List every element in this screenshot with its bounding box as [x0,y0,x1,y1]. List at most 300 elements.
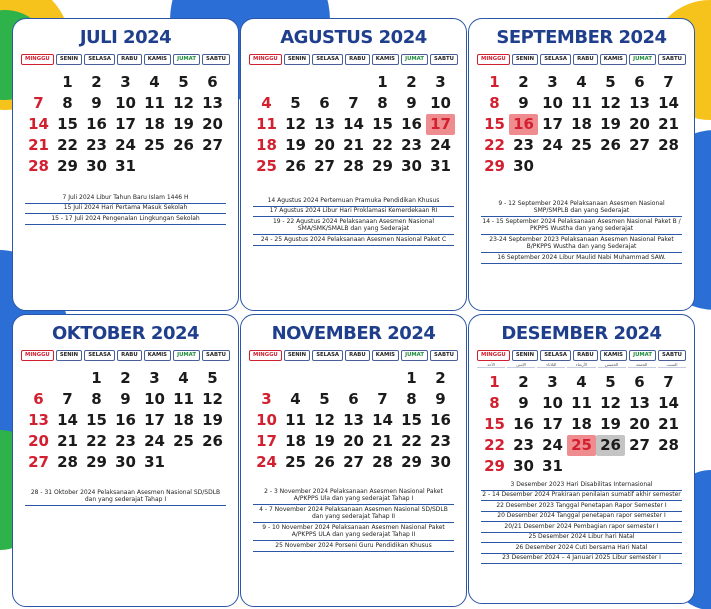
date-cell: 30 [513,157,534,175]
weekday-label: SELASA [540,54,571,65]
date-cell: 29 [484,457,505,475]
date-cell: 25 [285,453,306,471]
event-list [253,487,454,552]
date-cell: 23 [513,136,534,154]
date-cell: 30 [115,453,136,471]
month-title: SEPTEMBER 2024 [496,27,667,48]
date-cell: 11 [571,394,592,412]
weekday-label: SENIN [284,54,310,65]
event-item: 2 - 3 November 2024 Pelaksanaan Asesmen Nasional Paket A/PKPPS Ula dan yang sederajat Tahap I [253,487,454,505]
date-cell: 25 [567,435,596,456]
date-cell: 4 [290,390,301,408]
date-cell: 13 [629,94,650,112]
date-cell: 8 [489,394,500,412]
date-cell: 19 [285,136,306,154]
empty-cell [252,72,281,93]
weekday-label: MINGGU [249,350,282,361]
date-grid [469,372,694,477]
date-cell: 14 [343,115,364,133]
date-cell: 13 [629,394,650,412]
date-cell: 7 [663,73,674,91]
date-cell: 2 [406,73,417,91]
event-item: 15 - 17 Juli 2024 Pengenalan Lingkungan Sekolah [25,214,226,225]
weekday-label: SELASA [84,54,115,65]
weekday-label: JUMAT [173,350,200,361]
weekday-label: SENIN [284,350,310,361]
date-cell: 25 [571,136,592,154]
date-cell: 28 [372,453,393,471]
weekday-label: SELASA [312,350,343,361]
event-item: 20 Desember 2024 Tanggal penetapan rapor semester I [481,512,682,523]
weekday-label: SELASA [540,350,571,361]
date-cell: 28 [658,136,679,154]
date-cell: 22 [401,432,422,450]
event-item: 14 Agustus 2024 Pertemuan Pramuka Pendidikan Khusus [253,196,454,207]
date-cell: 14 [28,115,49,133]
date-cell: 31 [144,453,165,471]
date-cell: 18 [285,432,306,450]
weekday-label: JUMAT [629,54,656,65]
date-cell: 29 [401,453,422,471]
date-cell: 19 [600,115,621,133]
date-cell: 22 [86,432,107,450]
weekday-label: RABU [345,350,370,361]
date-cell: 28 [343,157,364,175]
date-cell: 16 [86,115,107,133]
date-cell: 3 [547,73,558,91]
event-item: 17 Agustus 2024 Libur Hari Proklamasi Kemerdekaan RI [253,207,454,218]
date-cell: 18 [173,411,194,429]
date-cell: 7 [62,390,73,408]
weekday-header [241,54,466,65]
weekday-label: KAMIS [600,350,627,361]
date-cell: 11 [571,94,592,112]
date-cell: 16 [430,411,451,429]
month-title: OKTOBER 2024 [51,323,200,344]
date-cell: 25 [173,432,194,450]
date-cell: 1 [489,373,500,391]
weekday-label: MINGGU [249,54,282,65]
date-cell: 5 [178,73,189,91]
date-cell: 10 [542,94,563,112]
date-cell: 6 [319,94,330,112]
date-cell: 18 [571,115,592,133]
date-cell: 20 [28,432,49,450]
date-cell: 25 [256,157,277,175]
date-cell: 27 [28,453,49,471]
date-cell: 3 [435,73,446,91]
weekday-label: JUMAT [173,54,200,65]
date-cell: 7 [33,94,44,112]
date-cell: 25 [144,136,165,154]
date-cell: 26 [600,136,621,154]
weekday-label: SABTU [658,54,686,65]
event-item: 2 - 14 Desember 2024 Prakiraan penilaian sumatif akhir semester [481,491,682,502]
date-cell: 31 [115,157,136,175]
date-cell: 21 [343,136,364,154]
date-cell: 11 [256,115,277,133]
weekday-label: MINGGU [21,350,54,361]
date-cell: 26 [202,432,223,450]
date-cell: 5 [319,390,330,408]
date-cell: 29 [57,157,78,175]
date-cell: 1 [91,369,102,387]
date-cell: 22 [484,436,505,454]
date-grid [13,368,238,473]
date-grid [469,72,694,177]
date-cell: 1 [489,73,500,91]
event-item: 3 Desember 2023 Hari Disabilitas Internasional [481,480,682,491]
date-cell: 28 [57,453,78,471]
date-cell: 23 [430,432,451,450]
date-cell: 18 [144,115,165,133]
date-cell: 21 [658,115,679,133]
date-cell: 20 [343,432,364,450]
month-title: NOVEMBER 2024 [271,323,436,344]
date-cell: 23 [513,436,534,454]
date-cell: 10 [115,94,136,112]
date-cell: 12 [600,94,621,112]
event-item: 7 Juli 2024 Libur Tahun Baru Islam 1446 H [25,193,226,204]
date-cell: 3 [149,369,160,387]
date-cell: 12 [202,390,223,408]
date-cell: 4 [178,369,189,387]
weekday-label: KAMIS [600,54,627,65]
weekday-label: MINGGU [477,54,510,65]
date-cell: 1 [62,73,73,91]
weekday-header [13,54,238,65]
date-cell: 26 [314,453,335,471]
weekday-label: SABTU [430,350,458,361]
date-cell: 15 [86,411,107,429]
weekday-header [469,350,694,361]
date-cell: 8 [62,94,73,112]
date-cell: 24 [144,432,165,450]
date-cell: 20 [629,415,650,433]
date-cell: 6 [634,373,645,391]
date-cell: 31 [430,157,451,175]
date-cell: 6 [33,390,44,408]
empty-cell [281,72,310,93]
event-list [481,199,682,264]
date-cell: 6 [207,73,218,91]
date-cell: 19 [202,411,223,429]
date-cell: 28 [28,157,49,175]
date-cell: 4 [149,73,160,91]
month-title: AGUSTUS 2024 [280,27,427,48]
date-cell: 7 [663,373,674,391]
date-cell: 2 [91,73,102,91]
date-cell: 9 [91,94,102,112]
date-cell: 16 [115,411,136,429]
date-cell: 27 [629,136,650,154]
weekday-label: KAMIS [144,350,171,361]
weekday-header [13,350,238,361]
date-cell: 16 [509,114,538,135]
date-cell: 14 [658,394,679,412]
date-cell: 12 [285,115,306,133]
date-cell: 3 [261,390,272,408]
date-cell: 23 [401,136,422,154]
date-cell: 20 [629,115,650,133]
event-list [25,193,226,225]
date-grid [241,72,466,177]
event-item: 25 November 2024 Porseni Guru Pendidikan Khusus [253,541,454,552]
date-cell: 10 [430,94,451,112]
date-cell: 17 [542,115,563,133]
weekday-label: SENIN [56,350,82,361]
event-item: 22 Desember 2023 Tanggal Penetapan Rapor Semester I [481,501,682,512]
date-cell: 21 [57,432,78,450]
date-cell: 11 [173,390,194,408]
weekday-label: JUMAT [401,350,428,361]
date-cell: 9 [406,94,417,112]
date-cell: 30 [513,457,534,475]
date-cell: 9 [518,94,529,112]
date-cell: 26 [285,157,306,175]
hijri-weekday-label: الثلاثاء [537,362,565,368]
weekday-label: JUMAT [401,54,428,65]
date-cell: 10 [144,390,165,408]
hijri-weekday-label: الإثنين [507,362,535,368]
event-item: 14 - 15 September 2024 Pelaksanaan Asesmen Nasional Paket B / PKPPS Wustha dan yang sederajat [481,217,682,235]
date-cell: 15 [484,115,505,133]
event-item: 4 - 7 November 2024 Pelaksanaan Asesmen Nasional SD/SDLB dan yang sederajat Tahap II [253,505,454,523]
date-cell: 13 [202,94,223,112]
date-cell: 13 [343,411,364,429]
weekday-label: SENIN [512,350,538,361]
date-cell: 17 [426,114,455,135]
event-item: 15 Juli 2024 Hari Pertama Masuk Sekolah [25,204,226,215]
date-cell: 28 [658,436,679,454]
date-cell: 21 [28,136,49,154]
hijri-weekday-label: الخميس [598,362,626,368]
date-cell: 29 [86,453,107,471]
date-cell: 24 [115,136,136,154]
date-cell: 24 [430,136,451,154]
weekday-label: JUMAT [629,350,656,361]
event-item: 23 Desember 2024 – 4 Januari 2025 Libur semester I [481,554,682,565]
weekday-header [241,350,466,361]
event-item: 24 - 25 Agustus 2024 Pelaksanaan Asesmen Nasional Paket C [253,235,454,246]
weekday-label: KAMIS [372,350,399,361]
date-cell: 7 [348,94,359,112]
hijri-weekday-label: الأربعاء [567,362,595,368]
date-cell: 5 [605,373,616,391]
date-cell: 14 [658,94,679,112]
month-card-november [240,314,467,607]
month-card-september [468,18,695,311]
date-cell: 15 [401,411,422,429]
empty-cell [252,368,281,389]
date-grid [13,72,238,177]
date-cell: 26 [596,435,625,456]
date-cell: 7 [377,390,388,408]
event-item: 23-24 September 2023 Pelaksanaan Asesmen Nasional Paket B/PKPPS Wustha dan yang Sederajat [481,235,682,253]
date-cell: 3 [120,73,131,91]
weekday-label: MINGGU [21,54,54,65]
date-cell: 10 [256,411,277,429]
date-cell: 2 [120,369,131,387]
month-card-october [12,314,239,607]
date-cell: 27 [343,453,364,471]
date-cell: 17 [144,411,165,429]
date-cell: 23 [115,432,136,450]
hijri-weekday-row [469,362,694,368]
date-cell: 24 [542,136,563,154]
date-cell: 5 [605,73,616,91]
date-cell: 12 [600,394,621,412]
date-cell: 1 [406,369,417,387]
empty-cell [53,368,82,389]
date-cell: 10 [542,394,563,412]
date-cell: 30 [401,157,422,175]
date-cell: 27 [629,436,650,454]
month-title: JULI 2024 [79,27,172,48]
empty-cell [310,72,339,93]
weekday-label: SABTU [430,54,458,65]
weekday-header [469,54,694,65]
date-cell: 19 [314,432,335,450]
empty-cell [339,72,368,93]
event-item: 9 - 10 November 2024 Pelaksanaan Asesmen Nasional Paket A/PKPPS ULA dan yang sederajat Tahap II [253,523,454,541]
date-cell: 24 [542,436,563,454]
empty-cell [281,368,310,389]
weekday-label: SABTU [202,54,230,65]
event-list [25,488,226,506]
date-cell: 14 [57,411,78,429]
date-cell: 17 [256,432,277,450]
month-card-december [468,314,695,604]
date-cell: 15 [484,415,505,433]
weekday-label: SELASA [84,350,115,361]
month-card-july [12,18,239,311]
month-card-august [240,18,467,311]
weekday-label: RABU [345,54,370,65]
date-cell: 8 [489,94,500,112]
date-cell: 18 [256,136,277,154]
weekday-label: RABU [117,54,142,65]
date-cell: 11 [285,411,306,429]
date-cell: 21 [372,432,393,450]
date-cell: 8 [91,390,102,408]
date-cell: 2 [518,73,529,91]
date-cell: 26 [173,136,194,154]
date-cell: 31 [542,457,563,475]
date-cell: 8 [377,94,388,112]
event-item: 20/21 Desember 2024 Pembagian rapor semester I [481,522,682,533]
date-cell: 20 [314,136,335,154]
date-cell: 5 [207,369,218,387]
empty-cell [24,72,53,93]
event-item: 25 Desember 2024 Libur hari Natal [481,533,682,544]
date-cell: 6 [348,390,359,408]
date-cell: 5 [290,94,301,112]
hijri-weekday-label: الأحد [477,362,505,368]
date-grid [241,368,466,473]
date-cell: 17 [542,415,563,433]
event-item: 19 - 22 Agustus 2024 Pelaksanaan Asesmen Nasional SMA/SMK/SMALB dan yang Sederajat [253,217,454,235]
empty-cell [24,368,53,389]
date-cell: 12 [173,94,194,112]
date-cell: 1 [377,73,388,91]
date-cell: 4 [576,73,587,91]
date-cell: 22 [57,136,78,154]
date-cell: 4 [261,94,272,112]
date-cell: 11 [144,94,165,112]
weekday-label: SELASA [312,54,343,65]
date-cell: 4 [576,373,587,391]
event-item: 16 September 2024 Libur Maulid Nabi Muhammad SAW. [481,253,682,264]
weekday-label: KAMIS [144,54,171,65]
date-cell: 13 [28,411,49,429]
date-cell: 3 [547,373,558,391]
hijri-weekday-label: السبت [658,362,686,368]
date-cell: 12 [314,411,335,429]
weekday-label: KAMIS [372,54,399,65]
date-cell: 30 [86,157,107,175]
hijri-weekday-label: الجمعة [628,362,656,368]
date-cell: 21 [658,415,679,433]
weekday-label: SABTU [202,350,230,361]
date-cell: 19 [600,415,621,433]
date-cell: 22 [372,136,393,154]
date-cell: 16 [513,415,534,433]
empty-cell [310,368,339,389]
event-list [253,196,454,246]
event-item: 28 - 31 Oktober 2024 Pelaksanaan Asesmen Nasional SD/SDLB dan yang sederajat Tahap I [25,488,226,506]
date-cell: 18 [571,415,592,433]
event-item: 9 - 12 September 2024 Pelaksanaan Asesmen Nasional SMP/SMPLB dan yang Sederajat [481,199,682,217]
date-cell: 2 [518,373,529,391]
empty-cell [339,368,368,389]
event-item: 26 Desember 2024 Cuti bersama Hari Natal [481,543,682,554]
date-cell: 2 [435,369,446,387]
weekday-label: RABU [117,350,142,361]
date-cell: 9 [120,390,131,408]
empty-cell [368,368,397,389]
date-cell: 27 [314,157,335,175]
date-cell: 9 [518,394,529,412]
date-cell: 14 [372,411,393,429]
weekday-label: MINGGU [477,350,510,361]
month-title: DESEMBER 2024 [501,323,662,344]
weekday-label: RABU [573,54,598,65]
date-cell: 15 [57,115,78,133]
date-cell: 24 [256,453,277,471]
date-cell: 20 [202,115,223,133]
date-cell: 29 [484,157,505,175]
weekday-label: SABTU [658,350,686,361]
date-cell: 8 [406,390,417,408]
date-cell: 30 [430,453,451,471]
date-cell: 22 [484,136,505,154]
date-cell: 13 [314,115,335,133]
date-cell: 29 [372,157,393,175]
date-cell: 15 [372,115,393,133]
weekday-label: SENIN [512,54,538,65]
weekday-label: RABU [573,350,598,361]
date-cell: 17 [115,115,136,133]
date-cell: 19 [173,115,194,133]
event-list [481,480,682,564]
date-cell: 27 [202,136,223,154]
date-cell: 16 [401,115,422,133]
date-cell: 9 [435,390,446,408]
weekday-label: SENIN [56,54,82,65]
date-cell: 6 [634,73,645,91]
date-cell: 23 [86,136,107,154]
